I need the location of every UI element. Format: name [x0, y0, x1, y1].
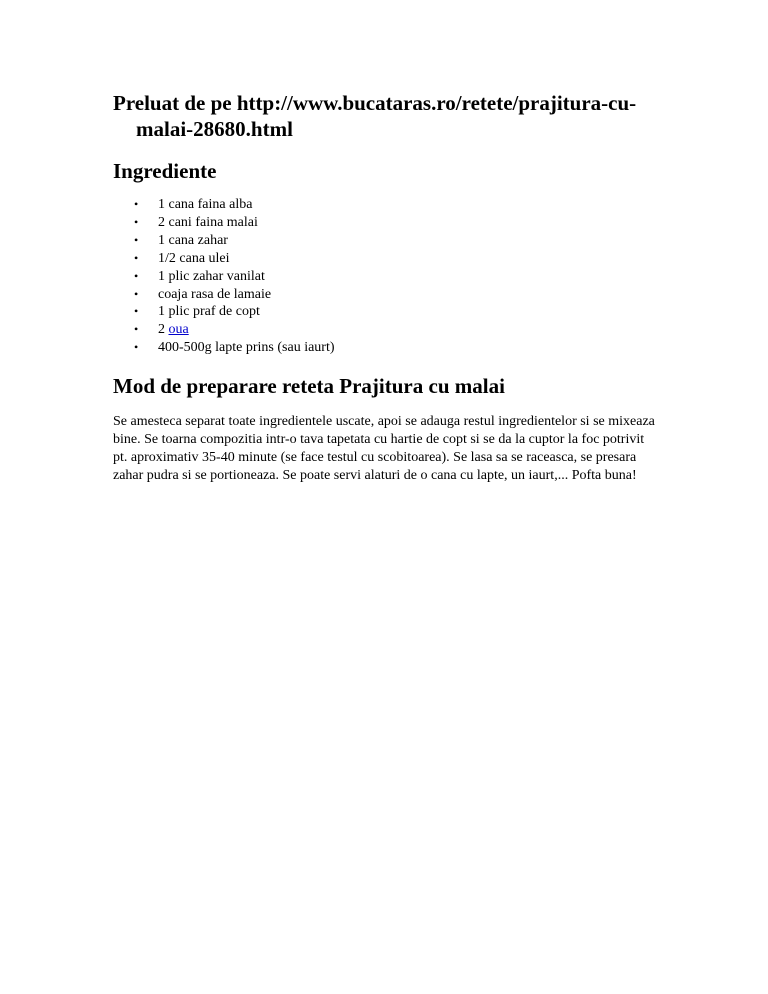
ingredients-heading: Ingrediente: [113, 159, 217, 183]
ingredient-link-oua[interactable]: oua: [168, 322, 189, 338]
ingredient-text: 1/2 cana ulei: [158, 250, 230, 266]
ingredient-item: [113, 268, 658, 286]
bullet-icon: •: [134, 286, 139, 301]
ingredient-item: [113, 286, 658, 304]
bullet-icon: •: [134, 197, 139, 211]
ingredient-text: 1 cana zahar: [158, 232, 228, 248]
bullet-icon: •: [134, 268, 139, 283]
ingredient-text: 1 plic praf de copt: [158, 304, 260, 320]
ingredient-item: [113, 214, 658, 232]
ingredient-text: 1 cana faina alba: [158, 197, 253, 212]
document-page: [113, 90, 658, 485]
preparation-text: Se amesteca separat toate ingredientele uscate, apoi se adauga restul ingredientelor si se mixeaza bine. Se toarna compozitia intr-o tava tapetata cu hartie de copt si se da la cuptor la foc potrivit pt. aproximativ 35-40 minute (se face testul cu scobitoarea). Se lasa sa se raceasca, se presara zahar pudra si se portioneaza. Se poate servi alaturi de o cana cu lapte, un iaurt,... Pofta buna!: [113, 414, 655, 484]
ingredient-text: 2 cani faina malai: [158, 214, 258, 230]
ingredient-item: [113, 232, 658, 250]
bullet-icon: •: [134, 304, 139, 319]
bullet-icon: •: [134, 232, 139, 247]
ingredient-item: [113, 250, 658, 268]
ingredient-text: 2: [158, 322, 169, 338]
bullet-icon: •: [134, 250, 139, 265]
bullet-icon: •: [134, 214, 139, 229]
ingredient-text: 1 plic zahar vanilat: [158, 268, 265, 284]
source-title: Preluat de pe http://www.bucataras.ro/retete/prajitura-cu-malai-28680.html: [113, 91, 637, 141]
ingredient-item: [113, 303, 658, 321]
ingredient-item: [113, 321, 658, 339]
bullet-icon: •: [134, 340, 139, 355]
bullet-icon: •: [134, 322, 139, 337]
preparation-heading: Mod de preparare reteta Prajitura cu malai: [113, 374, 505, 399]
ingredient-item: [113, 339, 658, 357]
ingredient-list: [113, 196, 658, 357]
ingredient-item: [113, 196, 658, 214]
ingredient-text: 400-500g lapte prins (sau iaurt): [158, 340, 335, 356]
ingredient-text: coaja rasa de lamaie: [158, 286, 272, 302]
